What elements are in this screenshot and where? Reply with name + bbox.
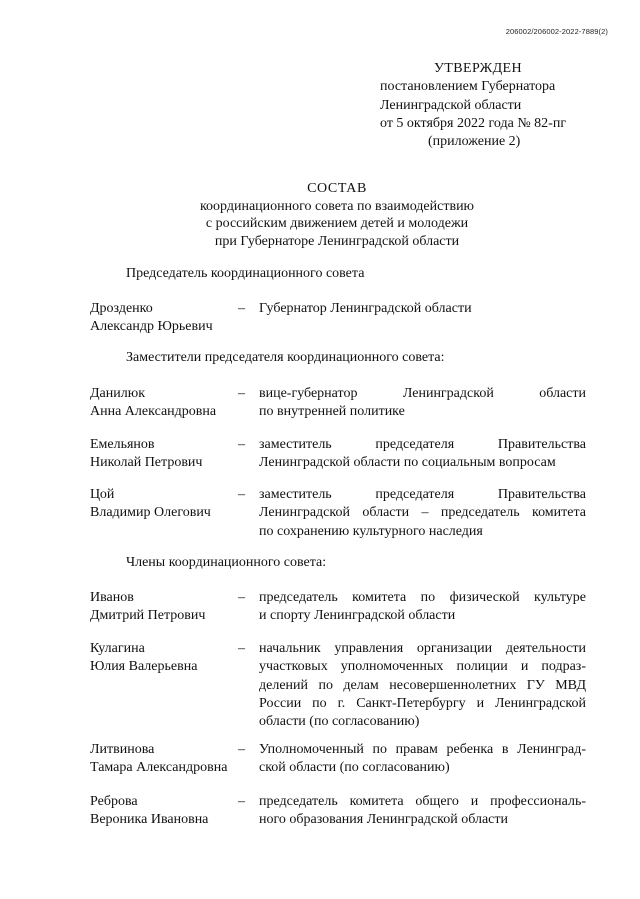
member-role — [259, 385, 586, 422]
member-name — [90, 436, 240, 473]
heading-line: при Губернаторе Ленинградской области — [214, 233, 460, 249]
role-line: Уполномоченный по правам ребенка в Ленинград- — [259, 742, 586, 757]
member-name — [90, 793, 240, 830]
member-name — [90, 741, 240, 778]
member-role — [259, 436, 586, 473]
role-line: председатель комитета по физической культуре — [259, 590, 586, 605]
role-line: Ленинградской области – председатель комитета — [259, 505, 586, 521]
member-surname: Данилюк — [90, 386, 145, 401]
member-surname: Емельянов — [90, 437, 155, 452]
role-line: по сохранению культурного наследия — [259, 523, 483, 539]
dash-separator: – — [238, 386, 245, 401]
member-name — [90, 385, 240, 422]
heading-line: координационного совета по взаимодействию — [199, 198, 475, 214]
approval-title: УТВЕРЖДЕН — [434, 61, 523, 76]
heading-title: СОСТАВ — [307, 181, 367, 196]
section-deputies: Заместители председателя координационного совета: — [126, 350, 445, 365]
role-line: ской области (по согласованию) — [259, 760, 450, 776]
member-surname: Литвинова — [90, 742, 155, 757]
document-heading — [0, 180, 640, 250]
member-role — [259, 741, 586, 778]
dash-separator: – — [238, 437, 245, 452]
approval-block — [380, 60, 600, 151]
heading-line: с российским движением детей и молодежи — [205, 216, 469, 231]
member-surname: Кулагина — [90, 641, 145, 656]
role-line: делений по делам несовершеннолетних ГУ МВД — [259, 677, 586, 693]
role-line: по внутренней политике — [259, 404, 405, 420]
role-line: области (по согласованию) — [259, 714, 420, 730]
member-role — [259, 300, 586, 318]
member-role — [259, 589, 586, 626]
approval-line: Ленинградской области — [380, 97, 522, 113]
role-line: России по г. Санкт-Петербургу и Ленинградской — [259, 695, 586, 711]
section-members: Члены координационного совета: — [126, 555, 327, 570]
member-given-name: Анна Александровна — [90, 404, 217, 420]
member-role — [259, 486, 586, 541]
dash-separator: – — [238, 794, 245, 809]
role-line: Губернатор Ленинградской области — [259, 301, 472, 316]
member-surname: Иванов — [90, 590, 134, 605]
role-line: Ленинградской области по социальным вопросам — [259, 455, 556, 471]
role-line: участковых уполномоченных полиции и подраз- — [259, 659, 586, 675]
dash-separator: – — [238, 590, 245, 605]
member-given-name: Дмитрий Петрович — [90, 608, 206, 624]
dash-separator: – — [238, 641, 245, 656]
member-surname: Реброва — [90, 794, 138, 809]
member-surname: Цой — [90, 487, 115, 502]
member-role — [259, 640, 586, 731]
role-line: заместитель председателя Правительства — [259, 487, 586, 502]
dash-separator: – — [238, 742, 245, 757]
role-line: ного образования Ленинградской области — [259, 812, 508, 828]
member-given-name: Тамара Александровна — [90, 760, 228, 776]
member-name — [90, 640, 240, 677]
role-line: начальник управления организации деятельности — [259, 641, 586, 656]
dash-separator: – — [238, 301, 245, 316]
member-surname: Дрозденко — [90, 301, 153, 316]
member-given-name: Юлия Валерьевна — [90, 659, 198, 675]
role-line: заместитель председателя Правительства — [259, 437, 586, 452]
document-id: 206002/206002-2022-7889(2) — [505, 27, 608, 36]
member-name — [90, 589, 240, 626]
member-role — [259, 793, 586, 830]
member-name — [90, 300, 240, 337]
approval-line: постановлением Губернатора — [380, 79, 556, 95]
member-given-name: Николай Петрович — [90, 455, 203, 471]
role-line: и спорту Ленинградской области — [259, 608, 456, 624]
member-given-name: Вероника Ивановна — [90, 812, 209, 828]
section-chairman: Председатель координационного совета — [126, 266, 365, 281]
approval-annex: (приложение 2) — [428, 134, 521, 150]
role-line: вице-губернатор Ленинградской области — [259, 386, 586, 401]
member-name — [90, 486, 240, 523]
member-given-name: Александр Юрьевич — [90, 319, 213, 335]
dash-separator: – — [238, 487, 245, 502]
member-given-name: Владимир Олегович — [90, 505, 211, 521]
role-line: председатель комитета общего и профессиональ- — [259, 794, 586, 809]
approval-date: от 5 октября 2022 года № 82-пг — [380, 115, 567, 131]
